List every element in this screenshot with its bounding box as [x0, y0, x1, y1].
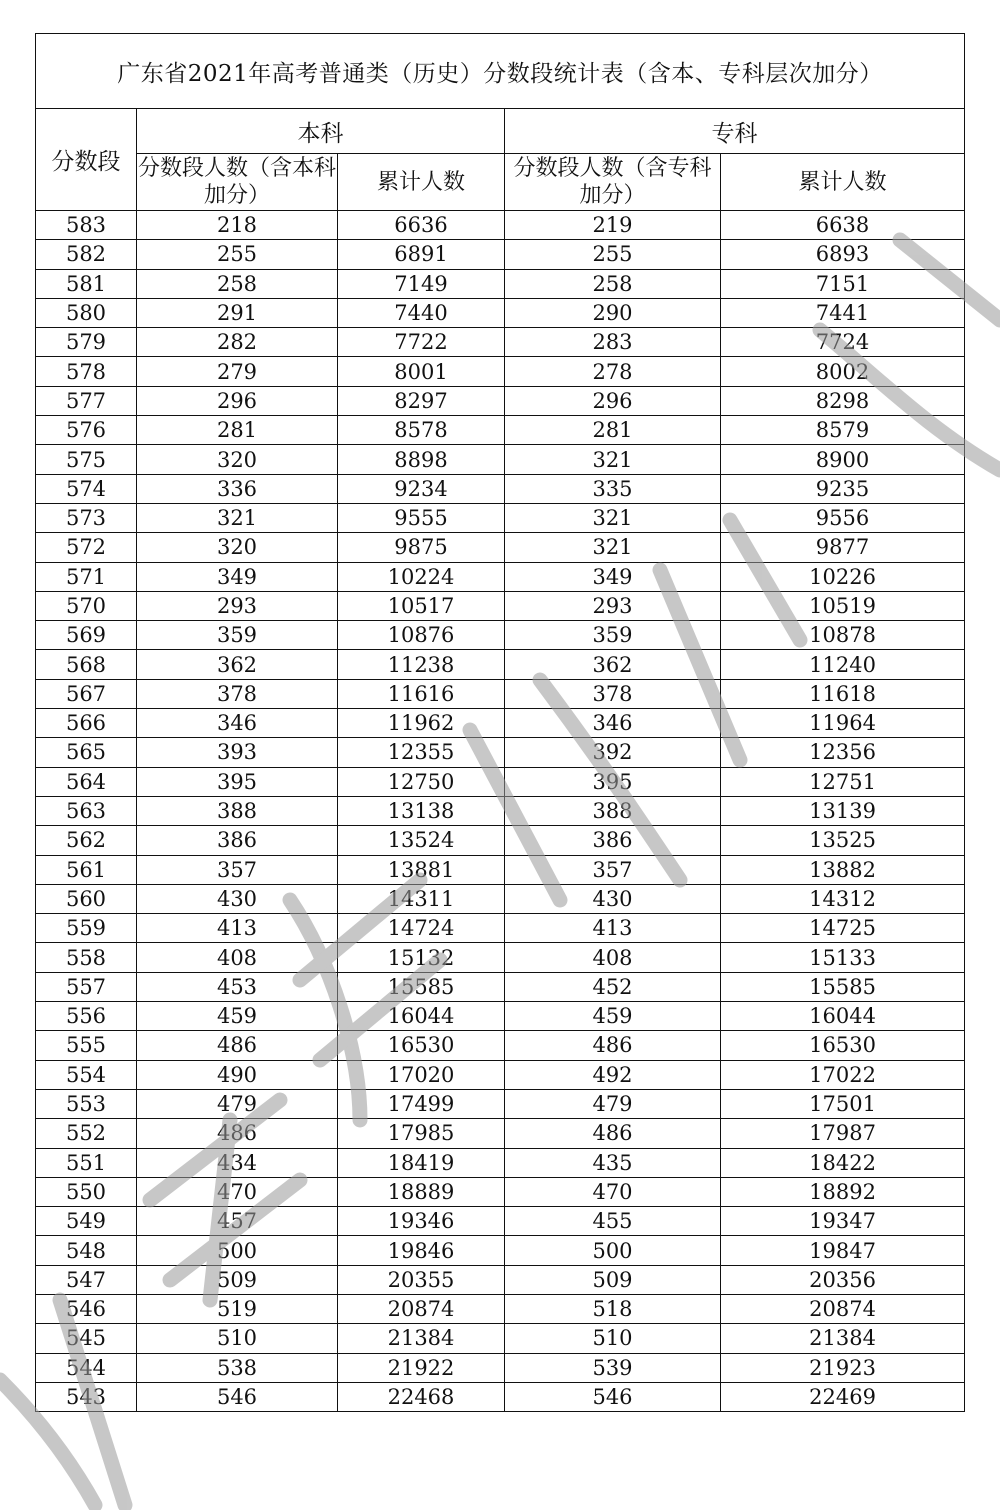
benke-total-cell: 13881 [338, 855, 505, 884]
zhuanke-total-cell: 8002 [721, 357, 965, 386]
table-row [36, 1148, 965, 1177]
zhuanke-total-cell: 20874 [721, 1294, 965, 1323]
benke-total-cell: 9234 [338, 474, 505, 503]
table-row [36, 679, 965, 708]
zhuanke-count-cell: 321 [505, 445, 721, 474]
benke-count-cell: 362 [137, 650, 338, 679]
benke-total-cell: 17499 [338, 1089, 505, 1118]
benke-count-cell: 321 [137, 503, 338, 532]
benke-total-cell: 12355 [338, 738, 505, 767]
table-row [36, 1324, 965, 1353]
zhuanke-total-cell: 17987 [721, 1119, 965, 1148]
table-row [36, 269, 965, 298]
zhuanke-count-cell: 219 [505, 211, 721, 240]
zhuanke-count-cell: 281 [505, 416, 721, 445]
score-segment-cell: 558 [36, 943, 137, 972]
table-row [36, 972, 965, 1001]
benke-count-cell: 490 [137, 1060, 338, 1089]
zhuanke-count-cell: 486 [505, 1119, 721, 1148]
zhuanke-count-cell: 335 [505, 474, 721, 503]
table-row [36, 240, 965, 269]
benke-total-cell: 18889 [338, 1177, 505, 1206]
zhuanke-total-cell: 10878 [721, 621, 965, 650]
benke-count-cell: 470 [137, 1177, 338, 1206]
benke-total-cell: 6891 [338, 240, 505, 269]
table-row [36, 1031, 965, 1060]
zhuanke-total-cell: 19847 [721, 1236, 965, 1265]
zhuanke-count-cell: 359 [505, 621, 721, 650]
score-segment-cell: 554 [36, 1060, 137, 1089]
zhuanke-count-cell: 290 [505, 298, 721, 327]
zhuanke-count-cell: 255 [505, 240, 721, 269]
zhuanke-count-cell: 349 [505, 562, 721, 591]
benke-count-cell: 519 [137, 1294, 338, 1323]
zhuanke-count-cell: 386 [505, 826, 721, 855]
benke-total-cell: 13524 [338, 826, 505, 855]
benke-total-cell: 8898 [338, 445, 505, 474]
score-segment-cell: 566 [36, 709, 137, 738]
benke-count-cell: 413 [137, 914, 338, 943]
zhuanke-count-cell: 435 [505, 1148, 721, 1177]
score-segment-cell: 570 [36, 591, 137, 620]
zhuanke-total-cell: 13525 [721, 826, 965, 855]
table-row [36, 1207, 965, 1236]
table-row [36, 386, 965, 415]
benke-count-cell: 457 [137, 1207, 338, 1236]
benke-count-cell: 359 [137, 621, 338, 650]
benke-count-cell: 357 [137, 855, 338, 884]
zhuanke-total-cell: 7724 [721, 328, 965, 357]
score-segment-cell: 582 [36, 240, 137, 269]
score-segment-cell: 544 [36, 1353, 137, 1382]
score-segment-cell: 578 [36, 357, 137, 386]
benke-total-cell: 19346 [338, 1207, 505, 1236]
zhuanke-total-cell: 9235 [721, 474, 965, 503]
score-segment-cell: 550 [36, 1177, 137, 1206]
table-row [36, 914, 965, 943]
score-segment-cell: 545 [36, 1324, 137, 1353]
score-segment-cell: 574 [36, 474, 137, 503]
table-row [36, 767, 965, 796]
zhuanke-total-cell: 17022 [721, 1060, 965, 1089]
zhuanke-total-cell: 15133 [721, 943, 965, 972]
zhuanke-total-cell: 21923 [721, 1353, 965, 1382]
score-segment-cell: 543 [36, 1382, 137, 1411]
score-segment-cell: 555 [36, 1031, 137, 1060]
table-row [36, 796, 965, 825]
score-segment-cell: 581 [36, 269, 137, 298]
score-segment-cell: 552 [36, 1119, 137, 1148]
zhuanke-total-cell: 7441 [721, 298, 965, 327]
zhuanke-total-cell: 13882 [721, 855, 965, 884]
benke-total-cell: 12750 [338, 767, 505, 796]
benke-count-cell: 378 [137, 679, 338, 708]
table-row [36, 1236, 965, 1265]
zhuanke-total-cell: 12356 [721, 738, 965, 767]
score-segment-cell: 547 [36, 1265, 137, 1294]
zhuanke-count-cell: 430 [505, 884, 721, 913]
score-segment-cell: 551 [36, 1148, 137, 1177]
benke-total-cell: 6636 [338, 211, 505, 240]
zhuanke-count-cell: 346 [505, 709, 721, 738]
benke-count-cell: 395 [137, 767, 338, 796]
benke-total-cell: 7440 [338, 298, 505, 327]
zhuanke-count-cell: 378 [505, 679, 721, 708]
score-segment-cell: 576 [36, 416, 137, 445]
zhuanke-count-cell: 455 [505, 1207, 721, 1236]
benke-count-cell: 279 [137, 357, 338, 386]
benke-count-cell: 459 [137, 1002, 338, 1031]
benke-count-cell: 388 [137, 796, 338, 825]
benke-total-cell: 10517 [338, 591, 505, 620]
zhuanke-total-cell: 8900 [721, 445, 965, 474]
benke-count-cell: 282 [137, 328, 338, 357]
benke-total-cell: 8297 [338, 386, 505, 415]
benke-count-cell: 293 [137, 591, 338, 620]
zhuanke-count-cell: 539 [505, 1353, 721, 1382]
benke-total-cell: 7722 [338, 328, 505, 357]
benke-count-cell: 349 [137, 562, 338, 591]
benke-count-cell: 291 [137, 298, 338, 327]
score-segment-cell: 571 [36, 562, 137, 591]
zhuanke-count-cell: 459 [505, 1002, 721, 1031]
score-segment-cell: 553 [36, 1089, 137, 1118]
score-segment-cell: 567 [36, 679, 137, 708]
zhuanke-total-cell: 6893 [721, 240, 965, 269]
benke-total-cell: 15585 [338, 972, 505, 1001]
table-row [36, 884, 965, 913]
benke-count-header: 分数段人数（含本科加分） [137, 154, 338, 211]
zhuanke-count-cell: 321 [505, 503, 721, 532]
score-segment-cell: 583 [36, 211, 137, 240]
score-segment-cell: 557 [36, 972, 137, 1001]
table-row [36, 533, 965, 562]
benke-total-cell: 10224 [338, 562, 505, 591]
table-row [36, 738, 965, 767]
table-row [36, 943, 965, 972]
score-table [35, 33, 965, 1412]
zhuanke-total-cell: 16530 [721, 1031, 965, 1060]
benke-count-cell: 509 [137, 1265, 338, 1294]
table-row [36, 650, 965, 679]
zhuanke-total-cell: 21384 [721, 1324, 965, 1353]
benke-count-cell: 486 [137, 1031, 338, 1060]
zhuanke-count-cell: 500 [505, 1236, 721, 1265]
benke-count-cell: 538 [137, 1353, 338, 1382]
table-row [36, 826, 965, 855]
score-segment-cell: 563 [36, 796, 137, 825]
zhuanke-count-cell: 296 [505, 386, 721, 415]
score-segment-cell: 577 [36, 386, 137, 415]
benke-count-cell: 320 [137, 533, 338, 562]
benke-total-cell: 22468 [338, 1382, 505, 1411]
benke-total-cell: 19846 [338, 1236, 505, 1265]
benke-count-cell: 296 [137, 386, 338, 415]
zhuanke-total-cell: 15585 [721, 972, 965, 1001]
benke-count-cell: 453 [137, 972, 338, 1001]
zhuanke-count-cell: 470 [505, 1177, 721, 1206]
benke-count-cell: 479 [137, 1089, 338, 1118]
zhuanke-count-cell: 486 [505, 1031, 721, 1060]
table-row [36, 1002, 965, 1031]
table-row [36, 357, 965, 386]
zhuanke-count-cell: 321 [505, 533, 721, 562]
zhuanke-count-cell: 392 [505, 738, 721, 767]
benke-total-cell: 10876 [338, 621, 505, 650]
benke-total-cell: 8578 [338, 416, 505, 445]
benke-count-cell: 546 [137, 1382, 338, 1411]
zhuanke-total-cell: 8579 [721, 416, 965, 445]
table-row [36, 709, 965, 738]
zhuanke-count-cell: 258 [505, 269, 721, 298]
benke-total-cell: 20355 [338, 1265, 505, 1294]
zhuanke-total-header: 累计人数 [721, 154, 965, 211]
table-row [36, 1119, 965, 1148]
benke-total-cell: 9875 [338, 533, 505, 562]
zhuanke-count-cell: 395 [505, 767, 721, 796]
zhuanke-total-cell: 10226 [721, 562, 965, 591]
score-segment-cell: 549 [36, 1207, 137, 1236]
benke-count-cell: 500 [137, 1236, 338, 1265]
zhuanke-count-header: 分数段人数（含专科加分） [505, 154, 721, 211]
benke-count-cell: 258 [137, 269, 338, 298]
table-row [36, 328, 965, 357]
benke-group-header: 本科 [137, 109, 505, 154]
table-row [36, 855, 965, 884]
zhuanke-count-cell: 479 [505, 1089, 721, 1118]
zhuanke-total-cell: 14312 [721, 884, 965, 913]
table-row [36, 1353, 965, 1382]
table-body [36, 211, 965, 1412]
score-segment-cell: 569 [36, 621, 137, 650]
score-segment-cell: 575 [36, 445, 137, 474]
zhuanke-total-cell: 8298 [721, 386, 965, 415]
zhuanke-total-cell: 18422 [721, 1148, 965, 1177]
benke-total-cell: 11238 [338, 650, 505, 679]
benke-total-cell: 16530 [338, 1031, 505, 1060]
table-row [36, 1265, 965, 1294]
zhuanke-total-cell: 9556 [721, 503, 965, 532]
benke-total-cell: 8001 [338, 357, 505, 386]
zhuanke-count-cell: 283 [505, 328, 721, 357]
zhuanke-count-cell: 357 [505, 855, 721, 884]
zhuanke-count-cell: 278 [505, 357, 721, 386]
benke-total-cell: 14724 [338, 914, 505, 943]
score-segment-cell: 568 [36, 650, 137, 679]
zhuanke-total-cell: 11240 [721, 650, 965, 679]
zhuanke-total-cell: 16044 [721, 1002, 965, 1031]
score-segment-cell: 556 [36, 1002, 137, 1031]
benke-total-cell: 21922 [338, 1353, 505, 1382]
table-row [36, 562, 965, 591]
benke-count-cell: 281 [137, 416, 338, 445]
table-row [36, 1089, 965, 1118]
table-row [36, 211, 965, 240]
score-distribution-sheet [35, 33, 964, 1412]
zhuanke-count-cell: 408 [505, 943, 721, 972]
benke-count-cell: 218 [137, 211, 338, 240]
benke-total-cell: 17020 [338, 1060, 505, 1089]
score-segment-cell: 565 [36, 738, 137, 767]
table-row [36, 445, 965, 474]
zhuanke-total-cell: 11964 [721, 709, 965, 738]
benke-total-header: 累计人数 [338, 154, 505, 211]
score-segment-cell: 573 [36, 503, 137, 532]
zhuanke-total-cell: 9877 [721, 533, 965, 562]
score-segment-cell: 562 [36, 826, 137, 855]
table-row [36, 298, 965, 327]
zhuanke-total-cell: 17501 [721, 1089, 965, 1118]
zhuanke-total-cell: 19347 [721, 1207, 965, 1236]
zhuanke-count-cell: 362 [505, 650, 721, 679]
zhuanke-count-cell: 492 [505, 1060, 721, 1089]
table-row [36, 621, 965, 650]
table-row [36, 503, 965, 532]
table-row [36, 1294, 965, 1323]
benke-total-cell: 14311 [338, 884, 505, 913]
zhuanke-count-cell: 388 [505, 796, 721, 825]
score-segment-cell: 559 [36, 914, 137, 943]
zhuanke-count-cell: 509 [505, 1265, 721, 1294]
benke-total-cell: 9555 [338, 503, 505, 532]
zhuanke-count-cell: 413 [505, 914, 721, 943]
zhuanke-total-cell: 6638 [721, 211, 965, 240]
zhuanke-count-cell: 518 [505, 1294, 721, 1323]
benke-count-cell: 408 [137, 943, 338, 972]
zhuanke-total-cell: 20356 [721, 1265, 965, 1294]
benke-total-cell: 11962 [338, 709, 505, 738]
benke-count-cell: 393 [137, 738, 338, 767]
score-segment-cell: 546 [36, 1294, 137, 1323]
benke-count-cell: 336 [137, 474, 338, 503]
table-row [36, 474, 965, 503]
benke-count-cell: 434 [137, 1148, 338, 1177]
zhuanke-count-cell: 510 [505, 1324, 721, 1353]
zhuanke-total-cell: 18892 [721, 1177, 965, 1206]
zhuanke-total-cell: 11618 [721, 679, 965, 708]
zhuanke-count-cell: 546 [505, 1382, 721, 1411]
zhuanke-total-cell: 22469 [721, 1382, 965, 1411]
benke-count-cell: 510 [137, 1324, 338, 1353]
score-segment-cell: 561 [36, 855, 137, 884]
zhuanke-count-cell: 452 [505, 972, 721, 1001]
score-segment-cell: 580 [36, 298, 137, 327]
zhuanke-group-header: 专科 [505, 109, 965, 154]
score-segment-cell: 564 [36, 767, 137, 796]
table-row [36, 1060, 965, 1089]
score-segment-cell: 548 [36, 1236, 137, 1265]
score-segment-header: 分数段 [36, 109, 137, 211]
table-row [36, 591, 965, 620]
table-row [36, 1382, 965, 1411]
benke-total-cell: 7149 [338, 269, 505, 298]
benke-count-cell: 255 [137, 240, 338, 269]
benke-total-cell: 21384 [338, 1324, 505, 1353]
benke-total-cell: 13138 [338, 796, 505, 825]
benke-count-cell: 430 [137, 884, 338, 913]
zhuanke-total-cell: 10519 [721, 591, 965, 620]
benke-count-cell: 320 [137, 445, 338, 474]
score-segment-cell: 560 [36, 884, 137, 913]
zhuanke-total-cell: 13139 [721, 796, 965, 825]
table-row [36, 416, 965, 445]
score-segment-cell: 572 [36, 533, 137, 562]
benke-count-cell: 386 [137, 826, 338, 855]
zhuanke-count-cell: 293 [505, 591, 721, 620]
zhuanke-total-cell: 7151 [721, 269, 965, 298]
benke-total-cell: 17985 [338, 1119, 505, 1148]
benke-count-cell: 346 [137, 709, 338, 738]
table-row [36, 1177, 965, 1206]
benke-total-cell: 16044 [338, 1002, 505, 1031]
benke-total-cell: 15132 [338, 943, 505, 972]
benke-count-cell: 486 [137, 1119, 338, 1148]
zhuanke-total-cell: 14725 [721, 914, 965, 943]
score-segment-cell: 579 [36, 328, 137, 357]
benke-total-cell: 18419 [338, 1148, 505, 1177]
zhuanke-total-cell: 12751 [721, 767, 965, 796]
benke-total-cell: 11616 [338, 679, 505, 708]
benke-total-cell: 20874 [338, 1294, 505, 1323]
table-title: 广东省2021年高考普通类（历史）分数段统计表（含本、专科层次加分） [36, 34, 965, 109]
